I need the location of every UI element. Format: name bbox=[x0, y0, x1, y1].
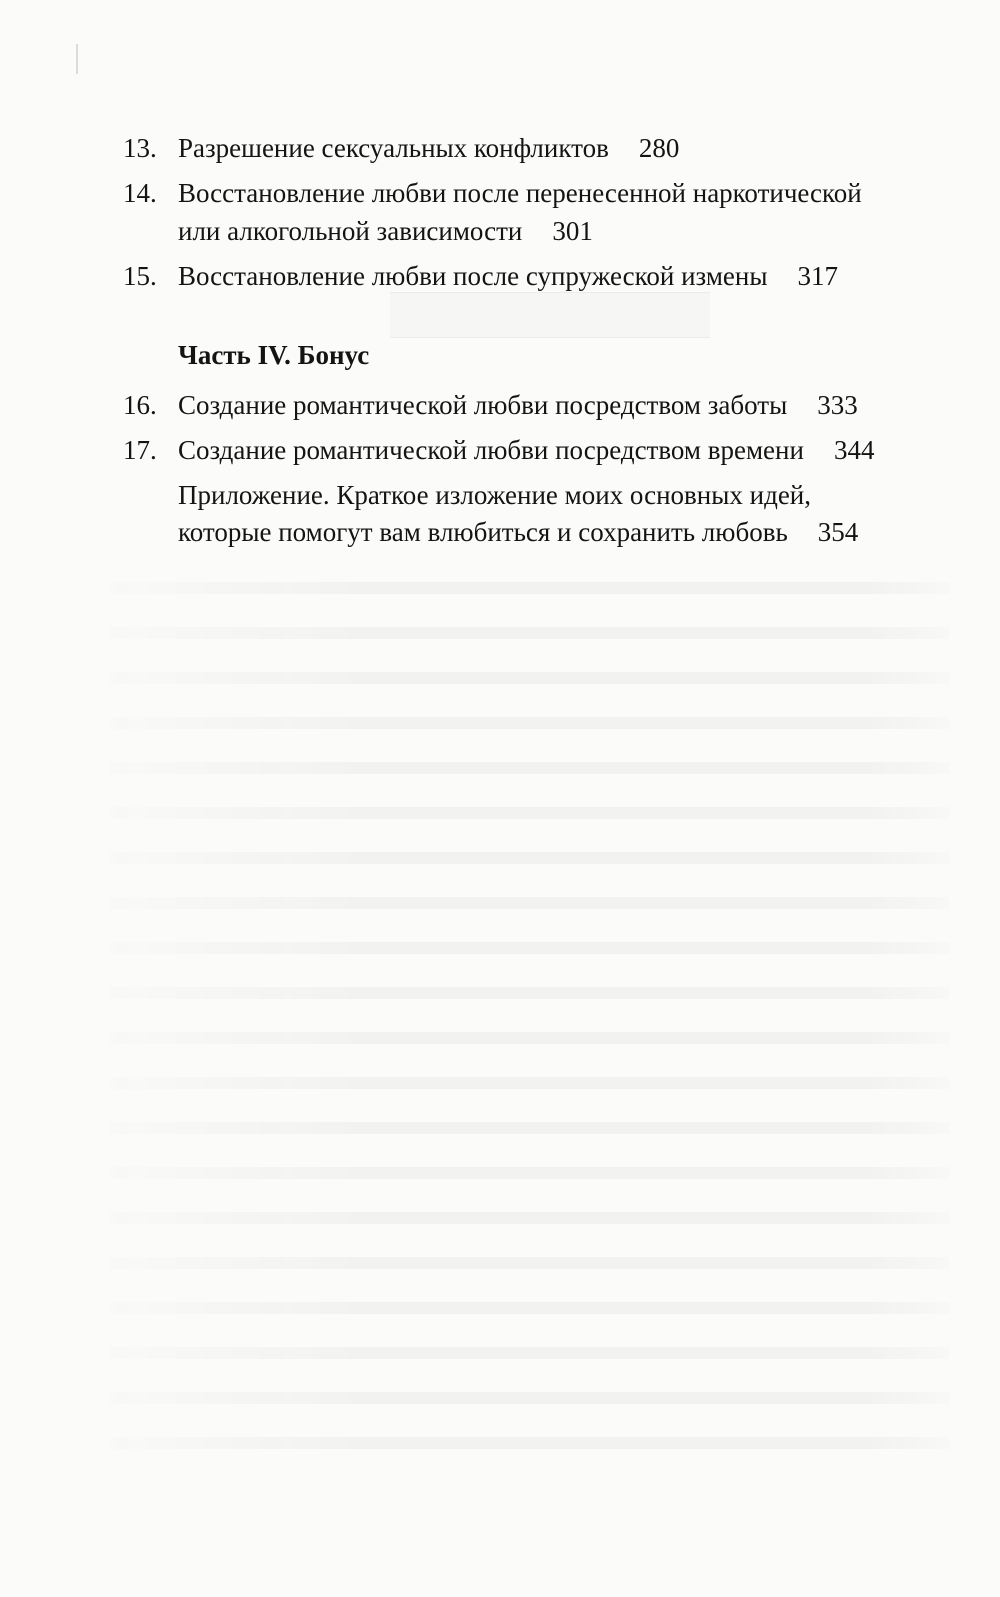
toc-entry-page: 344 bbox=[833, 435, 875, 465]
toc-entry[interactable] bbox=[178, 173, 862, 213]
toc-entry[interactable] bbox=[178, 385, 858, 425]
toc-entry[interactable] bbox=[178, 430, 874, 470]
toc-appendix-title: Приложение. Краткое изложение моих основных идей, bbox=[178, 480, 811, 510]
toc-entry-number: 16. bbox=[123, 390, 157, 420]
toc-appendix-title: которые помогут вам влюбиться и сохранить любовь bbox=[178, 517, 788, 547]
toc-entry-number: 14. bbox=[123, 178, 157, 208]
toc-entry-number: 13. bbox=[123, 133, 157, 163]
toc-entry-page: 280 bbox=[638, 133, 680, 163]
toc-entry-title: Разрешение сексуальных конфликтов bbox=[178, 133, 609, 163]
toc-entry-title: Восстановление любви после перенесенной наркотической bbox=[178, 178, 862, 208]
toc-entry-title: или алкогольной зависимости bbox=[178, 216, 523, 246]
toc-entry-title: Создание романтической любви посредством времени bbox=[178, 435, 804, 465]
toc-entry-number: 17. bbox=[123, 435, 157, 465]
toc-appendix[interactable] bbox=[178, 475, 811, 515]
part-heading: Часть IV. Бонус bbox=[178, 340, 370, 370]
toc-appendix-continuation[interactable] bbox=[178, 512, 858, 552]
toc-entry-page: 301 bbox=[552, 216, 593, 246]
toc-entry[interactable] bbox=[178, 256, 838, 296]
show-through-header bbox=[390, 292, 710, 338]
toc-entry-page: 317 bbox=[797, 261, 838, 291]
toc-entry-continuation[interactable] bbox=[178, 211, 593, 251]
toc-entry-title: Восстановление любви после супружеской измены bbox=[178, 261, 768, 291]
toc-entry-page: 333 bbox=[817, 390, 858, 420]
show-through-bleed bbox=[110, 560, 950, 1460]
toc-entry[interactable] bbox=[178, 128, 679, 168]
toc-appendix-page: 354 bbox=[817, 517, 859, 547]
toc-entry-number: 15. bbox=[123, 261, 157, 291]
page-edge-mark bbox=[76, 44, 78, 74]
toc-entry-title: Создание романтической любви посредством заботы bbox=[178, 390, 788, 420]
